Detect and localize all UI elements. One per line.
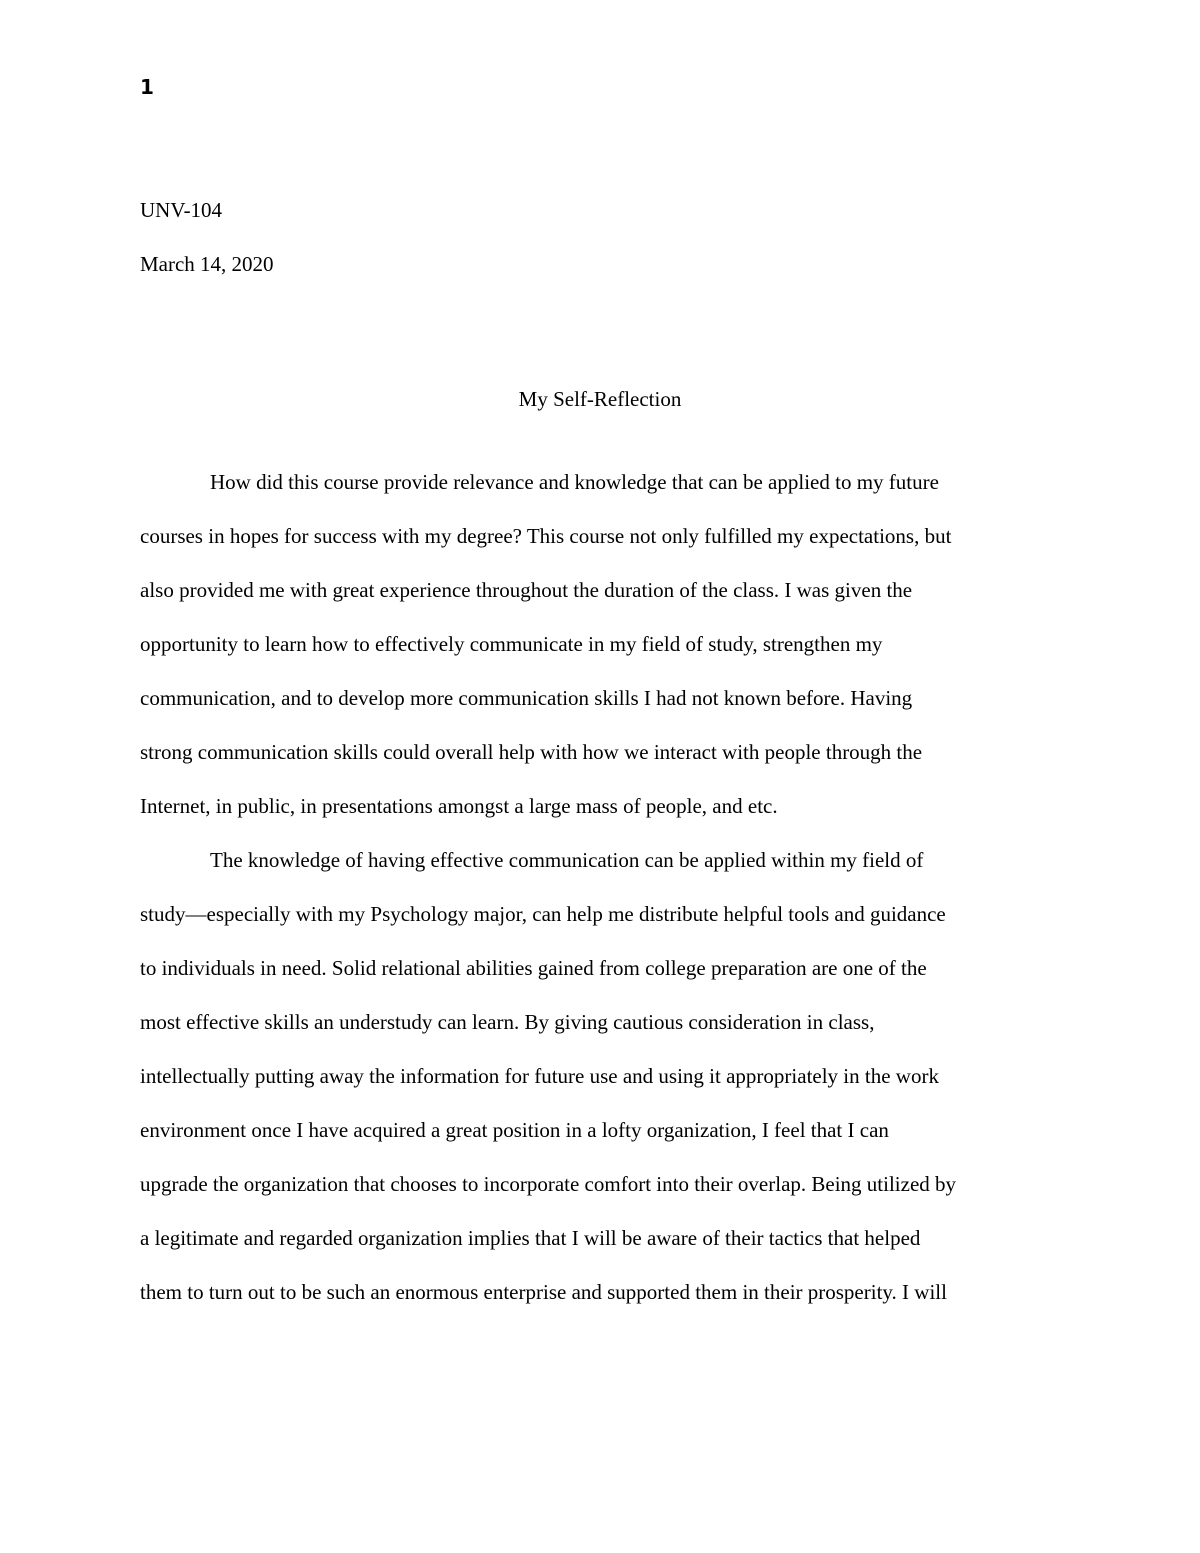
body-line: opportunity to learn how to effectively communicate in my field of study, strengthen my (140, 632, 883, 656)
body-line: strong communication skills could overall help with how we interact with people through the (140, 740, 923, 764)
body-line: The knowledge of having effective communication can be applied within my field of (210, 848, 924, 872)
body-line: them to turn out to be such an enormous enterprise and supported them in their prosperity. I will (140, 1280, 947, 1304)
course-code: UNV-104 (140, 198, 223, 222)
body-line: intellectually putting away the information for future use and using it appropriately in the work (140, 1064, 939, 1088)
body-line: communication, and to develop more communication skills I had not known before. Having (140, 686, 913, 710)
body-line: Internet, in public, in presentations amongst a large mass of people, and etc. (140, 794, 778, 818)
document-title: My Self-Reflection (518, 387, 682, 411)
body-line: a legitimate and regarded organization implies that I will be aware of their tactics that helped (140, 1226, 921, 1250)
page-number: 1 (140, 75, 154, 99)
body-line: How did this course provide relevance and knowledge that can be applied to my future (210, 470, 939, 494)
body-line: to individuals in need. Solid relational abilities gained from college preparation are one of the (140, 956, 927, 980)
body-line: most effective skills an understudy can learn. By giving cautious consideration in class, (140, 1010, 875, 1034)
body-line: also provided me with great experience throughout the duration of the class. I was given the (140, 578, 913, 602)
body-line: courses in hopes for success with my degree? This course not only fulfilled my expectations, but (140, 524, 952, 548)
body-line: study—especially with my Psychology major, can help me distribute helpful tools and guidance (140, 902, 946, 926)
body-line: environment once I have acquired a great position in a lofty organization, I feel that I can (140, 1118, 889, 1142)
document-date: March 14, 2020 (140, 252, 274, 276)
body-line: upgrade the organization that chooses to incorporate comfort into their overlap. Being utilized by (140, 1172, 957, 1196)
